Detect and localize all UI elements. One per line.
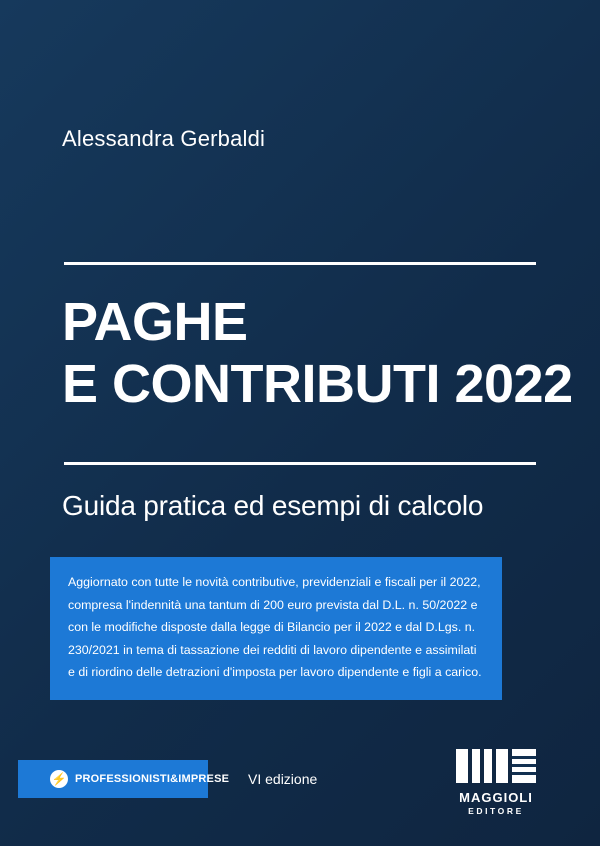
publisher-logo — [448, 745, 544, 816]
cover-blurb: Aggiornato con tutte le novità contributive, previdenziali e fiscali per il 2022, compresa l'indennità una tantum di 200 euro prevista dal D.L. n. 50/2022 e con le modifiche disposte dalla legge di Bilancio per il 2022 e dal D.Lgs. n. 230/2021 in tema di tassazione dei redditi di lavoro dipendente e assimilati e di riordino delle detrazioni d'imposta per lavoro dipendente e figli a carico. — [50, 557, 502, 700]
edition-label: VI edizione — [248, 771, 318, 787]
bolt-icon: ⚡ — [51, 772, 67, 786]
maggioli-bars-icon — [448, 745, 544, 787]
publisher-name: MAGGIOLI — [459, 790, 533, 805]
publisher-subtitle: EDITORE — [468, 806, 524, 816]
author-name: Alessandra Gerbaldi — [62, 126, 266, 151]
divider-bottom — [64, 462, 536, 465]
title-line-2: E CONTRIBUTI 2022 — [62, 353, 573, 414]
book-subtitle: Guida pratica ed esempi di calcolo — [62, 490, 484, 521]
book-title — [62, 292, 573, 415]
professionisti-imprese-badge — [18, 760, 230, 798]
title-line-1: PAGHE — [62, 292, 248, 352]
divider-top — [64, 262, 536, 265]
badge-label: PROFESSIONISTI&IMPRESE — [75, 773, 230, 785]
